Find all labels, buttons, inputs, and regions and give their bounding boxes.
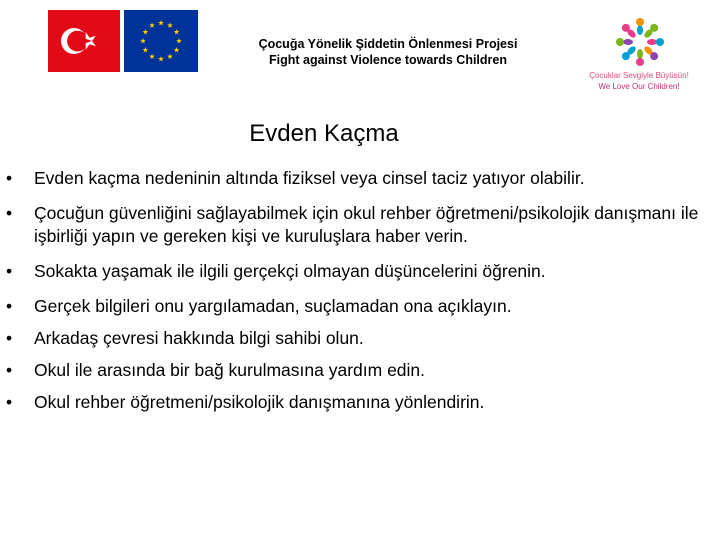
child-figure-icon — [647, 39, 657, 45]
list-item — [0, 202, 700, 248]
child-head-icon — [650, 24, 658, 32]
child-head-icon — [636, 58, 644, 66]
list-item — [0, 167, 700, 190]
child-figure-icon — [623, 39, 633, 45]
slide-title: Evden Kaçma — [249, 120, 399, 147]
list-item-text: Okul rehber öğretmeni/psikolojik danışmanına yönlendirin. — [34, 392, 485, 412]
bullet-icon: • — [6, 168, 13, 188]
list-item-text: Çocuğun güvenliğini sağlayabilmek için okul rehber öğretmeni/psikolojik danışmanı ile işbirliği yapın ve gereken kişi ve kuruluşlara haber verin. — [34, 203, 699, 246]
children-circle-logo-icon — [612, 14, 668, 70]
list-item — [0, 295, 700, 318]
list-item — [0, 260, 700, 283]
project-title-tr: Çocuğa Yönelik Şiddetin Önlenmesi Projesi — [258, 37, 518, 51]
eu-flag-icon — [124, 10, 198, 72]
project-title-en: Fight against Violence towards Children — [268, 53, 507, 67]
bullet-icon: • — [6, 203, 13, 223]
child-figure-icon — [637, 49, 643, 59]
logo-caption-tr: Çocuklar Sevgiyle Büyüsün! — [589, 71, 689, 80]
partner-flags — [48, 10, 198, 72]
list-item-text: Okul ile arasında bir bağ kurulmasına yardım edin. — [34, 360, 426, 380]
turkish-flag-icon — [48, 10, 120, 72]
list-item-text: Sokakta yaşamak ile ilgili gerçekçi olmayan düşüncelerini öğrenin. — [34, 261, 546, 281]
project-title — [200, 36, 576, 68]
logo-caption-en: We Love Our Children! — [598, 82, 680, 91]
list-item-text: Evden kaçma nedeninin altında fiziksel veya cinsel taciz yatıyor olabilir. — [34, 168, 585, 188]
child-head-icon — [616, 38, 624, 46]
list-item-text: Arkadaş çevresi hakkında bilgi sahibi olun. — [34, 328, 364, 348]
child-head-icon — [622, 52, 630, 60]
list-item — [0, 327, 700, 350]
bullet-icon: • — [6, 360, 13, 380]
list-item-text: Gerçek bilgileri onu yargılamadan, suçlamadan ona açıklayın. — [34, 296, 512, 316]
bullet-icon: • — [6, 261, 13, 281]
child-head-icon — [656, 38, 664, 46]
logo-caption — [560, 70, 718, 92]
child-head-icon — [650, 52, 658, 60]
bullet-icon: • — [6, 296, 13, 316]
child-figure-icon — [637, 25, 643, 35]
list-item — [0, 359, 700, 382]
bullet-icon: • — [6, 328, 13, 348]
bullet-list — [0, 167, 700, 414]
child-head-icon — [622, 24, 630, 32]
child-head-icon — [636, 18, 644, 26]
list-item — [0, 391, 700, 414]
bullet-icon: • — [6, 392, 13, 412]
